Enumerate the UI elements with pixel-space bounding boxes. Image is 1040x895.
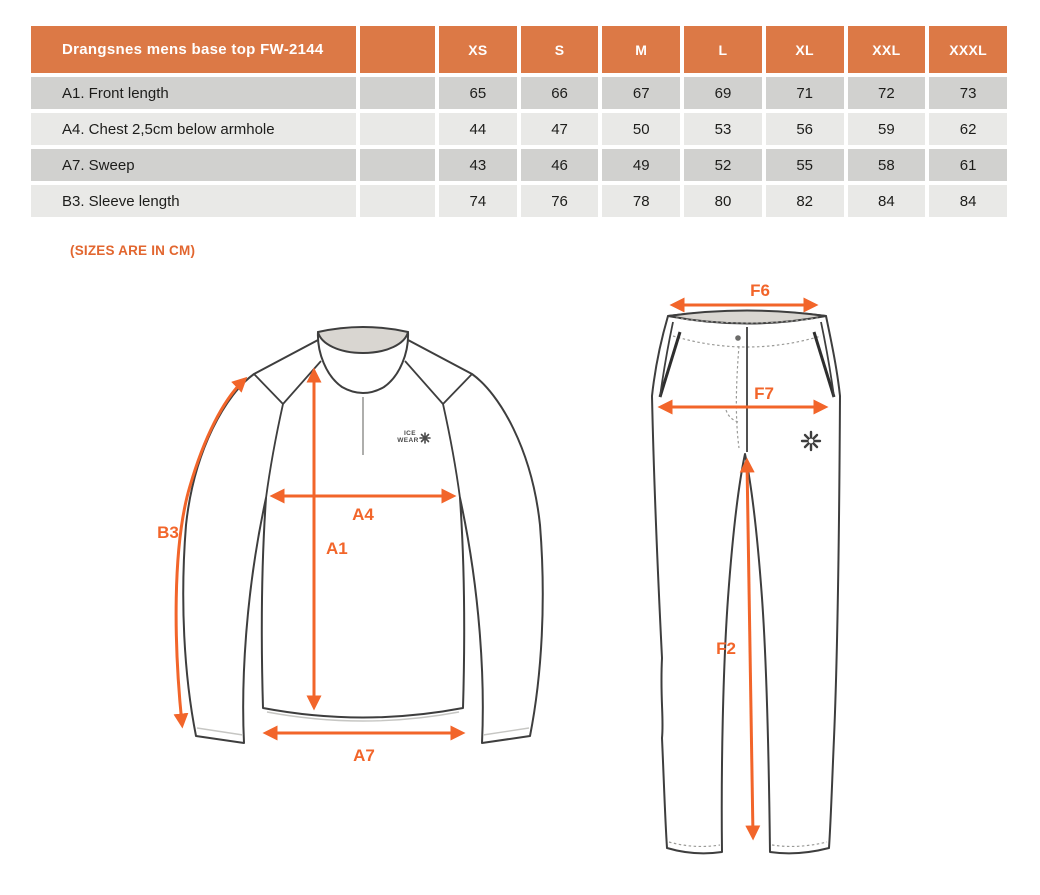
size-value: 73 bbox=[929, 77, 1007, 109]
size-value: 55 bbox=[766, 149, 844, 181]
size-value: 84 bbox=[929, 185, 1007, 217]
table-row-front-length bbox=[31, 77, 1007, 109]
a1-label: A1 bbox=[326, 539, 348, 558]
f6-label: F6 bbox=[750, 281, 770, 300]
size-value: 66 bbox=[521, 77, 599, 109]
size-value: 72 bbox=[848, 77, 926, 109]
size-chart-header-row bbox=[31, 26, 1007, 73]
size-value: 65 bbox=[439, 77, 517, 109]
measurement-row-label: A7. Sweep bbox=[31, 149, 356, 181]
size-column-header-xs: XS bbox=[439, 26, 517, 73]
spacer-cell bbox=[360, 149, 435, 181]
size-value: 78 bbox=[602, 185, 680, 217]
size-column-header-xxl: XXL bbox=[848, 26, 926, 73]
size-value: 82 bbox=[766, 185, 844, 217]
a4-label: A4 bbox=[352, 505, 374, 524]
spacer-cell bbox=[360, 77, 435, 109]
measurement-row-label: A1. Front length bbox=[31, 77, 356, 109]
waist-button bbox=[735, 335, 741, 341]
spacer-cell bbox=[360, 185, 435, 217]
size-value: 59 bbox=[848, 113, 926, 145]
size-value: 44 bbox=[439, 113, 517, 145]
sizes-unit-note: (SIZES ARE IN CM) bbox=[70, 243, 196, 258]
size-value: 71 bbox=[766, 77, 844, 109]
size-column-header-s: S bbox=[521, 26, 599, 73]
table-row-chest bbox=[31, 113, 1007, 145]
table-row-sweep bbox=[31, 149, 1007, 181]
size-value: 50 bbox=[602, 113, 680, 145]
size-value: 80 bbox=[684, 185, 762, 217]
size-value: 46 bbox=[521, 149, 599, 181]
size-value: 69 bbox=[684, 77, 762, 109]
f2-arrow bbox=[747, 462, 753, 836]
size-value: 56 bbox=[766, 113, 844, 145]
size-value: 67 bbox=[602, 77, 680, 109]
size-value: 84 bbox=[848, 185, 926, 217]
measurement-row-label: A4. Chest 2,5cm below armhole bbox=[31, 113, 356, 145]
size-value: 53 bbox=[684, 113, 762, 145]
size-value: 58 bbox=[848, 149, 926, 181]
top-measurement-diagram bbox=[130, 290, 610, 820]
size-value: 61 bbox=[929, 149, 1007, 181]
pants-outline bbox=[652, 311, 840, 853]
size-column-header-l: L bbox=[684, 26, 762, 73]
size-column-header-xxxl: XXXL bbox=[929, 26, 1007, 73]
size-value: 49 bbox=[602, 149, 680, 181]
table-row-sleeve-length bbox=[31, 185, 1007, 217]
size-column-header-xl: XL bbox=[766, 26, 844, 73]
product-title: Drangsnes mens base top FW-2144 bbox=[31, 26, 356, 73]
svg-text:ICE: ICE bbox=[403, 430, 417, 437]
size-value: 76 bbox=[521, 185, 599, 217]
pants-measurement-diagram bbox=[630, 278, 920, 878]
f7-label: F7 bbox=[754, 384, 774, 403]
size-value: 43 bbox=[439, 149, 517, 181]
size-value: 52 bbox=[684, 149, 762, 181]
spacer-cell bbox=[360, 113, 435, 145]
spacer-header-cell bbox=[360, 26, 435, 73]
measurement-row-label: B3. Sleeve length bbox=[31, 185, 356, 217]
svg-text:WEAR: WEAR bbox=[397, 437, 419, 444]
a7-label: A7 bbox=[353, 746, 375, 765]
size-value: 47 bbox=[521, 113, 599, 145]
b3-label: B3 bbox=[157, 523, 179, 542]
snowflake-icon bbox=[802, 432, 820, 450]
f2-label: F2 bbox=[716, 639, 736, 658]
size-value: 74 bbox=[439, 185, 517, 217]
size-column-header-m: M bbox=[602, 26, 680, 73]
size-value: 62 bbox=[929, 113, 1007, 145]
size-chart-table bbox=[27, 22, 1011, 221]
snowflake-icon bbox=[420, 433, 430, 443]
